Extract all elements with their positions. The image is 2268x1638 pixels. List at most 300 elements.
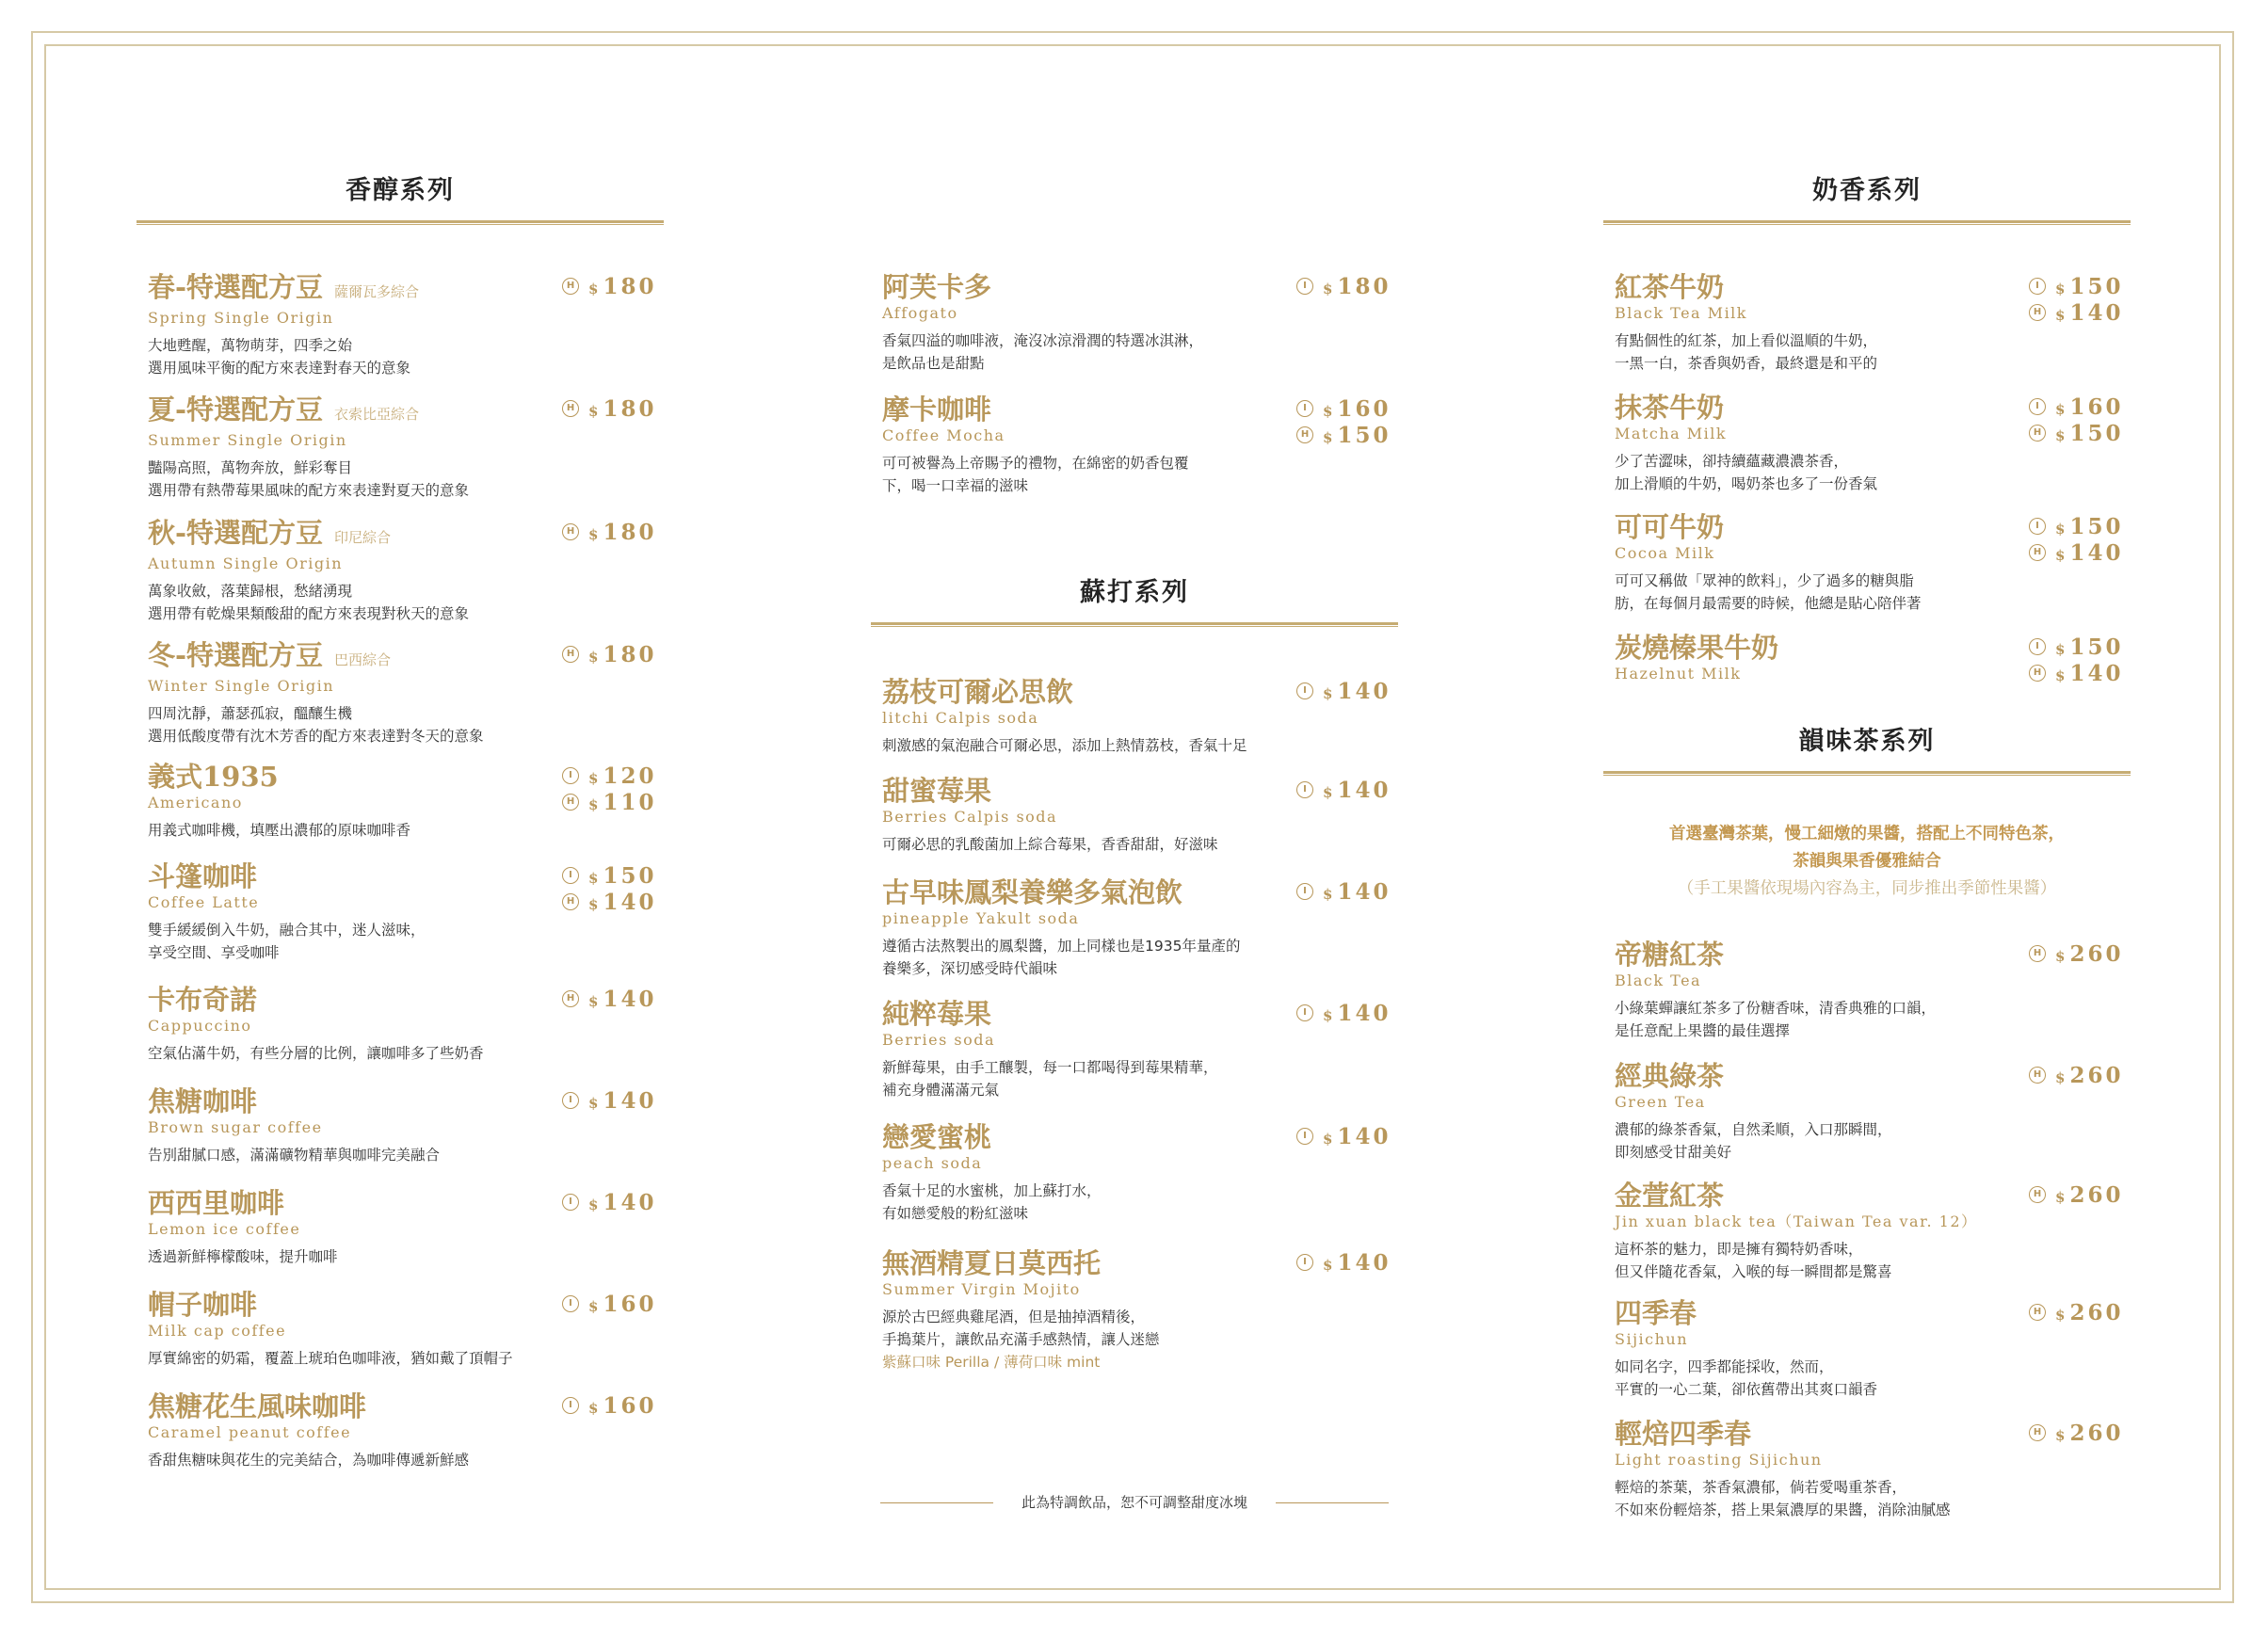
menu-item[interactable] — [148, 639, 664, 747]
item-name-text: 帝糖紅茶 — [1615, 939, 1725, 971]
item-english-name: Berries soda — [882, 1031, 996, 1049]
item-english-name: Summer Virgin Mojito — [882, 1280, 1081, 1298]
description-line: 是飲品也是甜點 — [882, 355, 985, 372]
price-value — [588, 520, 656, 545]
description-line: 告別甜膩口感，滿滿礦物精華與咖啡完美融合 — [148, 1147, 441, 1164]
item-name-text: 阿芙卡多 — [882, 271, 992, 303]
price-value — [1323, 1001, 1391, 1026]
description-line: 不如來份輕焙茶，搭上果氣濃厚的果醬，消除油膩感 — [1615, 1502, 1951, 1518]
price-row — [2029, 539, 2132, 566]
price-number: 260 — [2069, 1420, 2124, 1446]
price-number: 150 — [2069, 273, 2124, 299]
price-list — [562, 641, 666, 667]
price-list — [562, 862, 666, 915]
item-description — [882, 935, 1398, 980]
item-english-name: Cocoa Milk — [1615, 544, 1715, 562]
item-name-text: 義式1935 — [148, 761, 279, 793]
description-line: 厚實綿密的奶霜，覆蓋上琥珀色咖啡液，猶如戴了頂帽子 — [148, 1350, 513, 1367]
menu-item[interactable] — [1615, 392, 2131, 495]
description-line: 透過新鮮檸檬酸味，提升咖啡 — [148, 1248, 338, 1265]
price-number: 150 — [2069, 634, 2124, 660]
hot-icon: H — [2029, 945, 2046, 962]
menu-item[interactable] — [882, 775, 1398, 856]
item-description — [882, 734, 1398, 757]
iced-icon: I — [2029, 518, 2046, 535]
currency-symbol: $ — [1323, 1130, 1336, 1148]
menu-item[interactable] — [882, 271, 1398, 375]
price-value — [588, 790, 656, 815]
tea-intro-note: （手工果醬依現場內容為主，同步推出季節性果醬） — [1677, 879, 2057, 898]
menu-item[interactable] — [882, 393, 1398, 497]
description-line: 雙手緩緩倒入牛奶，融合其中，迷人滋味， — [148, 922, 426, 939]
price-number: 140 — [603, 1087, 657, 1114]
price-number: 150 — [1337, 422, 1391, 448]
menu-item[interactable] — [148, 1289, 664, 1370]
item-english-name: litchi Calpis soda — [882, 709, 1039, 727]
item-origin: 衣索比亞綜合 — [334, 406, 420, 423]
price-value — [588, 987, 656, 1012]
hot-icon: H — [562, 646, 579, 663]
price-number: 140 — [603, 986, 657, 1012]
price-number: 140 — [1337, 1000, 1391, 1026]
item-name-text: 摩卡咖啡 — [882, 393, 992, 426]
item-english-name: Jin xuan black tea（Taiwan Tea var. 12） — [1615, 1212, 1978, 1230]
description-line: 豔陽高照，萬物奔放，鮮彩奪目 — [148, 459, 353, 476]
price-row — [1296, 395, 1400, 422]
item-name-text: 輕焙四季春 — [1615, 1418, 1752, 1450]
item-english-name: Coffee Latte — [148, 893, 260, 911]
price-value — [588, 1190, 656, 1215]
description-line: 有如戀愛般的粉紅滋味 — [882, 1205, 1029, 1222]
tea-intro-line: 茶韻與果香優雅結合 — [1793, 852, 1941, 871]
price-value — [588, 1292, 656, 1317]
description-line: 源於古巴經典雞尾酒，但是抽掉酒精後， — [882, 1309, 1146, 1325]
currency-symbol: $ — [2055, 546, 2068, 564]
description-line: 養樂多，深切感受時代韻味 — [882, 960, 1058, 977]
iced-icon: I — [1296, 682, 1313, 699]
price-number: 150 — [2069, 420, 2124, 446]
price-value — [2055, 421, 2123, 446]
item-name-text: 可可牛奶 — [1615, 511, 1725, 543]
description-line: 這杯茶的魅力，即是擁有獨特奶香味， — [1615, 1241, 1863, 1258]
price-number: 140 — [1337, 1123, 1391, 1149]
item-description — [1615, 1356, 2131, 1401]
price-number: 160 — [2069, 393, 2124, 420]
price-value — [1323, 1124, 1391, 1149]
currency-symbol: $ — [588, 1094, 602, 1112]
price-value — [588, 274, 656, 299]
tea-intro-line: 首選臺灣茶葉，慢工細燉的果醬，搭配上不同特色茶， — [1669, 825, 2065, 843]
hot-icon: H — [562, 278, 579, 295]
price-list — [1296, 1249, 1400, 1276]
price-value — [2055, 514, 2123, 539]
price-row — [2029, 1299, 2132, 1325]
description-line: 新鮮莓果，由手工釀製，每一口都喝得到莓果精華， — [882, 1059, 1218, 1076]
item-description — [1615, 997, 2131, 1042]
price-number: 140 — [603, 889, 657, 915]
item-english-name: Autumn Single Origin — [148, 554, 343, 572]
item-description — [1615, 570, 2131, 615]
price-number: 140 — [2069, 660, 2124, 686]
price-number: 140 — [1337, 878, 1391, 905]
price-number: 180 — [1337, 273, 1391, 299]
currency-symbol: $ — [588, 1196, 602, 1213]
currency-symbol: $ — [588, 525, 602, 543]
menu-item[interactable] — [1615, 939, 2131, 1042]
hot-icon: H — [562, 400, 579, 417]
menu-item[interactable] — [148, 1390, 664, 1471]
price-row — [562, 1291, 666, 1317]
hot-icon: H — [562, 794, 579, 811]
item-description — [148, 702, 664, 747]
price-value — [2055, 941, 2123, 967]
iced-icon: I — [1296, 1004, 1313, 1021]
item-english-name: Affogato — [882, 304, 958, 322]
item-description — [1615, 450, 2131, 495]
hot-icon: H — [562, 990, 579, 1007]
price-number: 140 — [1337, 678, 1391, 704]
menu-item[interactable] — [148, 517, 664, 625]
section-title-soda: 蘇打系列 — [1080, 578, 1189, 607]
description-line: 選用低酸度帶有沈木芳香的配方來表達對冬天的意象 — [148, 728, 484, 745]
item-english-name: Black Tea — [1615, 972, 1702, 989]
description-line: 加上滑順的牛奶，喝奶茶也多了一份香氣 — [1615, 475, 1878, 492]
item-english-name: Hazelnut Milk — [1615, 665, 1742, 682]
item-english-name: Americano — [148, 794, 243, 811]
menu-item[interactable] — [1615, 1297, 2131, 1401]
description-line: 用義式咖啡機，填壓出濃郁的原味咖啡香 — [148, 822, 411, 839]
iced-icon: I — [2029, 398, 2046, 415]
description-line: 四周沈靜，蕭瑟孤寂，醞釀生機 — [148, 705, 353, 722]
footnote: 此為特調飲品，恕不可調整甜度冰塊 — [880, 1492, 1389, 1513]
menu-item[interactable] — [1615, 1418, 2131, 1521]
iced-icon: I — [562, 767, 579, 784]
description-line: 有點個性的紅茶，加上看似溫順的牛奶， — [1615, 332, 1878, 349]
price-list — [562, 395, 666, 422]
price-value — [588, 763, 656, 789]
item-english-name: Caramel peanut coffee — [148, 1423, 352, 1441]
price-number: 260 — [2069, 940, 2124, 967]
price-value — [588, 1393, 656, 1419]
price-row — [562, 1392, 666, 1419]
description-line: 即刻感受甘甜美好 — [1615, 1144, 1732, 1161]
price-row — [562, 395, 666, 422]
hot-icon: H — [562, 893, 579, 910]
menu-item[interactable] — [1615, 1060, 2131, 1164]
item-name-text: 金萱紅茶 — [1615, 1180, 1725, 1212]
price-row — [2029, 660, 2132, 686]
description-line: 補充身體滿滿元氣 — [882, 1082, 1000, 1099]
item-name-text: 無酒精夏日莫西托 — [882, 1247, 1102, 1279]
hot-icon: H — [1296, 426, 1313, 443]
currency-symbol: $ — [2055, 666, 2068, 684]
currency-symbol: $ — [1323, 684, 1336, 702]
description-line: 可爾必思的乳酸菌加上綜合莓果，香香甜甜，好滋味 — [882, 836, 1218, 853]
price-number: 180 — [603, 395, 657, 422]
currency-symbol: $ — [2055, 426, 2068, 444]
currency-symbol: $ — [1323, 402, 1336, 420]
price-row — [2029, 273, 2132, 299]
price-row — [1296, 878, 1400, 905]
currency-symbol: $ — [1323, 428, 1336, 446]
item-description — [148, 457, 664, 502]
menu-item[interactable] — [148, 1085, 664, 1166]
iced-icon: I — [1296, 1254, 1313, 1271]
item-english-name: Berries Calpis soda — [882, 808, 1058, 826]
currency-symbol: $ — [588, 1297, 602, 1315]
price-value — [588, 642, 656, 667]
price-number: 140 — [603, 1189, 657, 1215]
currency-symbol: $ — [1323, 1006, 1336, 1024]
section-divider — [1603, 220, 2131, 225]
price-number: 150 — [603, 862, 657, 889]
price-row — [1296, 777, 1400, 803]
description-line: 遵循古法熬製出的鳳梨醬，加上同樣也是1935年量產的 — [882, 938, 1241, 955]
price-row — [562, 862, 666, 889]
price-list — [562, 986, 666, 1012]
menu-item[interactable] — [148, 860, 664, 964]
item-name-text: 紅茶牛奶 — [1615, 271, 1725, 303]
menu-item[interactable] — [148, 984, 664, 1065]
item-description — [1615, 1476, 2131, 1521]
item-description — [882, 1180, 1398, 1225]
price-row — [2029, 1181, 2132, 1208]
menu-item[interactable] — [1615, 1180, 2131, 1283]
price-list — [2029, 513, 2132, 566]
price-number: 140 — [1337, 1249, 1391, 1276]
price-value — [1323, 396, 1391, 422]
item-english-name: Winter Single Origin — [148, 677, 335, 695]
price-row — [1296, 1123, 1400, 1149]
price-row — [1296, 273, 1400, 299]
iced-icon: I — [1296, 781, 1313, 798]
menu-item[interactable] — [882, 676, 1398, 757]
iced-icon: I — [1296, 400, 1313, 417]
price-row — [1296, 1249, 1400, 1276]
item-name-text: 焦糖花生風味咖啡 — [148, 1390, 367, 1422]
item-name-text: 純粹莓果 — [882, 998, 992, 1030]
item-description — [1615, 1118, 2131, 1164]
menu-item[interactable] — [882, 1121, 1398, 1225]
price-row — [2029, 393, 2132, 420]
section-title-milk: 奶香系列 — [1812, 176, 1922, 205]
item-name-text: 焦糖咖啡 — [148, 1085, 258, 1117]
menu-item[interactable] — [148, 393, 664, 502]
tea-intro — [1603, 821, 2131, 903]
item-description — [148, 819, 664, 842]
item-description — [1615, 1238, 2131, 1283]
currency-symbol: $ — [2055, 1188, 2068, 1206]
currency-symbol: $ — [588, 280, 602, 297]
price-value — [1323, 274, 1391, 299]
item-english-name: Light roasting Sijichun — [1615, 1451, 1823, 1469]
section-divider — [1603, 771, 2131, 776]
price-value — [2055, 394, 2123, 420]
item-english-name: Black Tea Milk — [1615, 304, 1747, 322]
menu-item[interactable] — [882, 1247, 1398, 1373]
price-number: 180 — [603, 273, 657, 299]
iced-icon: I — [1296, 278, 1313, 295]
item-name-text: 春-特選配方豆 — [148, 271, 324, 303]
item-description — [148, 919, 664, 964]
menu-item[interactable] — [148, 1187, 664, 1268]
menu-item[interactable] — [1615, 632, 2131, 684]
currency-symbol: $ — [588, 402, 602, 420]
item-english-name: Cappuccino — [148, 1017, 252, 1035]
currency-symbol: $ — [2055, 1306, 2068, 1324]
iced-icon: I — [562, 1397, 579, 1414]
price-value — [2055, 1300, 2123, 1325]
price-list — [1296, 878, 1400, 905]
item-name-text: 帽子咖啡 — [148, 1289, 258, 1321]
iced-icon: I — [562, 1092, 579, 1109]
item-origin: 薩爾瓦多綜合 — [334, 283, 420, 300]
menu-item[interactable] — [148, 271, 664, 379]
description-line: 享受空間、享受咖啡 — [148, 944, 280, 961]
item-description — [148, 1144, 664, 1166]
price-number: 140 — [1337, 777, 1391, 803]
currency-symbol: $ — [588, 895, 602, 913]
item-english-name: Brown sugar coffee — [148, 1118, 323, 1136]
price-row — [562, 641, 666, 667]
price-list — [2029, 634, 2132, 686]
item-name-text: 抹茶牛奶 — [1615, 392, 1725, 424]
price-number: 160 — [603, 1392, 657, 1419]
price-value — [2055, 300, 2123, 326]
price-number: 260 — [2069, 1181, 2124, 1208]
price-list — [2029, 393, 2132, 446]
description-line: 輕焙的茶葉，茶香氣濃郁，倘若愛喝重茶香， — [1615, 1479, 1907, 1496]
price-list — [562, 763, 666, 815]
price-number: 160 — [1337, 395, 1391, 422]
price-row — [562, 1087, 666, 1114]
iced-icon: I — [1296, 1128, 1313, 1145]
description-line: 刺激感的氣泡融合可爾必思，添加上熱情荔枝，香氣十足 — [882, 737, 1247, 754]
price-number: 180 — [603, 641, 657, 667]
hot-icon: H — [2029, 544, 2046, 561]
price-row — [562, 789, 666, 815]
price-value — [2055, 661, 2123, 686]
price-value — [2055, 1063, 2123, 1088]
price-row — [1296, 678, 1400, 704]
description-line: 手搗葉片，讓飲品充滿手感熱情，讓人迷戀 — [882, 1331, 1160, 1348]
item-origin: 巴西綜合 — [334, 651, 392, 668]
price-list — [2029, 1181, 2132, 1208]
hot-icon: H — [2029, 304, 2046, 321]
description-line: 選用帶有熱帶莓果風味的配方來表達對夏天的意象 — [148, 482, 470, 499]
price-row — [562, 519, 666, 545]
price-list — [562, 273, 666, 299]
price-value — [2055, 274, 2123, 299]
item-flavor-options: 紫蘇口味 Perilla / 薄荷口味 mint — [882, 1354, 1101, 1371]
currency-symbol: $ — [1323, 1256, 1336, 1274]
currency-symbol: $ — [2055, 947, 2068, 965]
hot-icon: H — [2029, 665, 2046, 682]
item-english-name: Summer Single Origin — [148, 431, 347, 449]
iced-icon: I — [2029, 638, 2046, 655]
item-english-name: Green Tea — [1615, 1093, 1706, 1111]
description-line: 大地甦醒，萬物萌芽，四季之始 — [148, 337, 353, 354]
description-line: 選用風味平衡的配方來表達對春天的意象 — [148, 360, 411, 377]
item-name-text: 戀愛蜜桃 — [882, 1121, 992, 1153]
item-name-text: 斗篷咖啡 — [148, 860, 258, 892]
description-line: 空氣佔滿牛奶，有些分層的比例，讓咖啡多了些奶香 — [148, 1045, 484, 1062]
price-list — [2029, 1062, 2132, 1088]
price-row — [2029, 299, 2132, 326]
description-line: 一黑一白，茶香與奶香，最終還是和平的 — [1615, 355, 1878, 372]
item-name-text: 經典綠茶 — [1615, 1060, 1725, 1092]
price-row — [1296, 1000, 1400, 1026]
description-line: 下，喝一口幸福的滋味 — [882, 477, 1029, 494]
menu-item[interactable] — [148, 761, 664, 842]
price-number: 140 — [2069, 539, 2124, 566]
item-description — [148, 1449, 664, 1471]
item-description — [882, 452, 1398, 497]
description-line: 可可又稱做「眾神的飲料」，少了過多的糖與脂 — [1615, 572, 1914, 589]
currency-symbol: $ — [588, 1399, 602, 1417]
price-number: 160 — [603, 1291, 657, 1317]
price-row — [562, 986, 666, 1012]
description-line: 香氣四溢的咖啡液，淹沒冰涼滑潤的特選冰淇淋， — [882, 332, 1204, 349]
description-line: 但又伴隨花香氣，入喉的每一瞬間都是驚喜 — [1615, 1263, 1892, 1280]
price-value — [588, 1088, 656, 1114]
price-value — [2055, 634, 2123, 660]
item-description — [148, 580, 664, 625]
menu-item[interactable] — [882, 876, 1398, 980]
price-number: 260 — [2069, 1062, 2124, 1088]
iced-icon: I — [562, 1194, 579, 1211]
item-description — [882, 329, 1398, 375]
hot-icon: H — [2029, 1424, 2046, 1441]
price-number: 260 — [2069, 1299, 2124, 1325]
item-name-text: 荔枝可爾必思飲 — [882, 676, 1074, 708]
menu-item[interactable] — [882, 998, 1398, 1101]
iced-icon: I — [562, 1295, 579, 1312]
price-value — [588, 396, 656, 422]
description-line: 香甜焦糖味與花生的完美結合，為咖啡傳遞新鮮感 — [148, 1452, 470, 1469]
price-row — [562, 273, 666, 299]
price-number: 120 — [603, 763, 657, 789]
currency-symbol: $ — [1323, 783, 1336, 801]
price-row — [2029, 1420, 2132, 1446]
price-value — [588, 890, 656, 915]
item-name-text: 卡布奇諾 — [148, 984, 258, 1016]
price-list — [2029, 1420, 2132, 1446]
item-english-name: Sijichun — [1615, 1330, 1689, 1348]
item-origin: 印尼綜合 — [334, 529, 392, 546]
description-line: 萬象收斂，落葉歸根，愁緒湧現 — [148, 583, 353, 600]
price-row — [2029, 420, 2132, 446]
description-line: 可可被譽為上帝賜予的禮物，在綿密的奶香包覆 — [882, 455, 1189, 472]
item-name-text: 炭燒榛果牛奶 — [1615, 632, 1779, 664]
hot-icon: H — [562, 523, 579, 540]
currency-symbol: $ — [2055, 306, 2068, 324]
description-line: 是任意配上果醬的最佳選擇 — [1615, 1022, 1791, 1039]
price-row — [562, 1189, 666, 1215]
description-line: 選用帶有乾燥果類酸甜的配方來表現對秋天的意象 — [148, 605, 470, 622]
price-list — [2029, 273, 2132, 326]
price-row — [2029, 1062, 2132, 1088]
price-list — [562, 1087, 666, 1114]
currency-symbol: $ — [588, 769, 602, 787]
currency-symbol: $ — [588, 992, 602, 1010]
menu-item[interactable] — [1615, 271, 2131, 375]
price-list — [562, 1189, 666, 1215]
item-description — [882, 1306, 1398, 1351]
price-value — [2055, 1182, 2123, 1208]
menu-item[interactable] — [1615, 511, 2131, 615]
currency-symbol: $ — [2055, 280, 2068, 297]
